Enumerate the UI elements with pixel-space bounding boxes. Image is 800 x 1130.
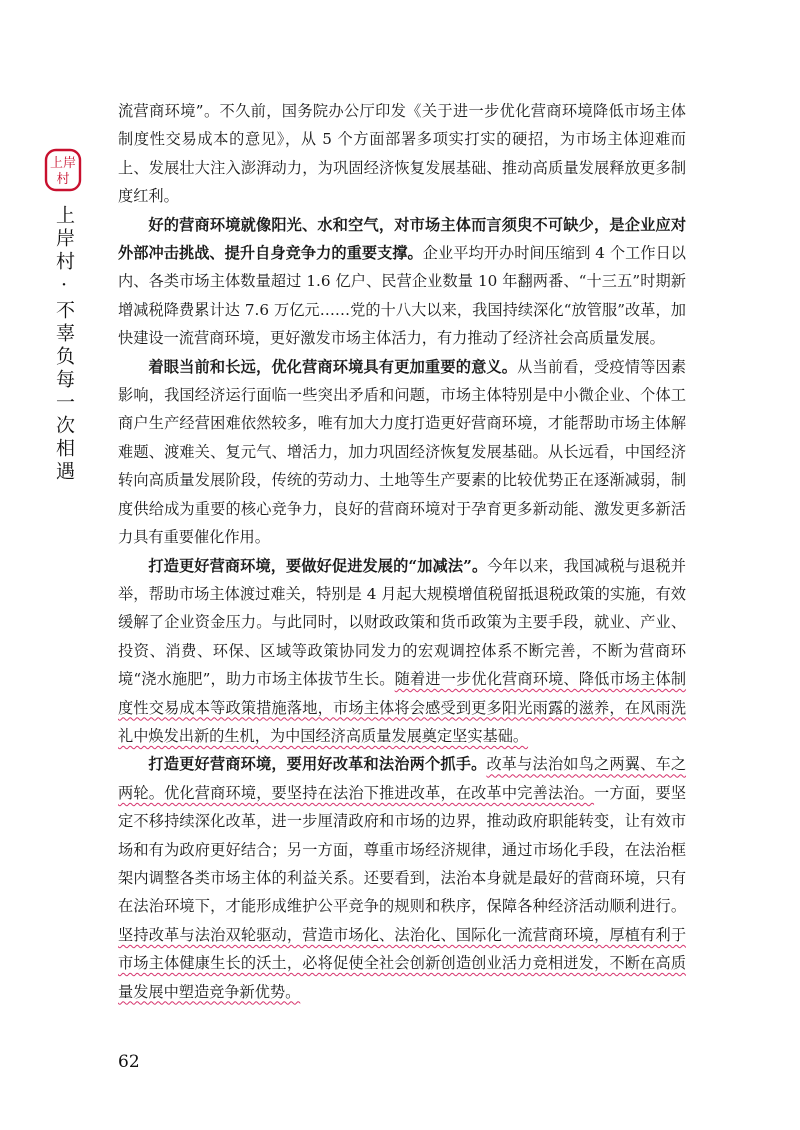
paragraph-2-text: 企业平均开办时间压缩到 4 个工作日以内、各类市场主体数量超过 1.6 亿户、民营企业数量 10 年翻两番、“十三五”时期新增减税降费累计达 7.6 万亿元……党的十八大以来，我国持续深化“放管服”改革，加快建设一流营商环境，更好激发市场主体活力，有力推动了经济社会高质量发展。 xyxy=(118,244,686,348)
paragraph-2-lead: 好的营商环境就像阳光、水和空气，对市场主体而言须臾不可缺少，是企业应对外部冲击挑战、提升自身竞争力的重要支撑。 xyxy=(118,215,686,263)
seal-logo xyxy=(44,148,82,192)
paragraph-3-text: 从当前看，受疫情等因素影响，我国经济运行面临一些突出矛盾和问题，市场主体特别是中小微企业、个体工商户生产经营困难依然较多，唯有加大力度打造更好营商环境，才能帮助市场主体解难题、渡难关、复元气、增活力，加力巩固经济恢复发展基础。从长远看，中国经济转向高质量发展阶段，传统的劳动力、土地等生产要素的比较优势正在逐渐减弱，制度供给成为重要的核心竞争力，良好的营商环境对于孕育更多新动能、激发更多新活力具有重要催化作用。 xyxy=(118,357,687,547)
paragraph-4-text: 今年以来，我国减税与退税并举，帮助市场主体渡过难关，特别是 4 月起大规模增值税留抵退税政策的实施，有效缓解了企业资金压力。与此同时，以财政政策和货币政策为主要手段，就业、产业、投资、消费、环保、区域等政策协同发力的宏观调控体系不断完善，不断为营商环境“浇水施肥”，助力市场主体拔节生长。 xyxy=(118,556,686,689)
paragraph-3-lead: 着眼当前和长远，优化营商环境具有更加重要的意义。 xyxy=(148,357,518,376)
paragraph-1 xyxy=(118,97,686,211)
svg-text:上岸: 上岸 xyxy=(49,156,77,171)
paragraph-1-text: 流营商环境”。不久前，国务院办公厅印发《关于进一步优化营商环境降低市场主体制度性交易成本的意见》，从 5 个方面部署多项实打实的硬招，为市场主体迎难而上、发展壮大注入澎湃动力，为巩固经济恢复发展基础、推动高质量发展释放更多制度红利。 xyxy=(118,102,686,206)
book-title: 上岸村·不辜负每一次相遇 xyxy=(53,205,75,484)
seal-stamp-icon xyxy=(44,148,82,192)
article-body xyxy=(118,97,686,1006)
paragraph-5-lead: 打造更好营商环境，要用好改革和法治两个抓手。 xyxy=(148,755,487,774)
paragraph-4-lead: 打造更好营商环境，要做好促进发展的“加减法”。 xyxy=(148,556,488,575)
paragraph-3 xyxy=(118,353,686,552)
paragraph-4-highlight: 随着进一步优化营商环境、降低市场主体制度性交易成本等政策措施落地，市场主体将会感受到更多阳光雨露的滋养，在风雨洗礼中焕发出新的生机，为中国经济高质量发展奠定坚实基础。 xyxy=(118,670,687,745)
paragraph-5-text: 一方面，要坚定不移持续深化改革，进一步厘清政府和市场的边界，推动政府职能转变，让有效市场和有为政府更好结合；另一方面，尊重市场经济规律，通过市场化手段，在法治框架内调整各类市场主体的利益关系。还要看到，法治本身就是最好的营商环境，只有在法治环境下，才能形成维护公平竞争的规则和秩序，保障各种经济活动顺利进行。 xyxy=(118,783,687,916)
paragraph-2 xyxy=(118,211,686,353)
paragraph-5 xyxy=(118,750,686,1006)
page-number: 62 xyxy=(118,1052,140,1072)
svg-text:村: 村 xyxy=(56,172,70,187)
paragraph-4 xyxy=(118,552,686,751)
paragraph-5-highlight-2: 坚持改革与法治双轮驱动，营造市场化、法治化、国际化一流营商环境，厚植有利于市场主体健康生长的沃土，必将促使全社会创新创造创业活力竞相迸发，不断在高质量发展中塑造竞争新优势。 xyxy=(118,925,686,1001)
paragraph-5-highlight-1: 改革与法治如鸟之两翼、车之两轮。优化营商环境，要坚持在法治下推进改革，在改革中完善法治。 xyxy=(118,755,687,802)
